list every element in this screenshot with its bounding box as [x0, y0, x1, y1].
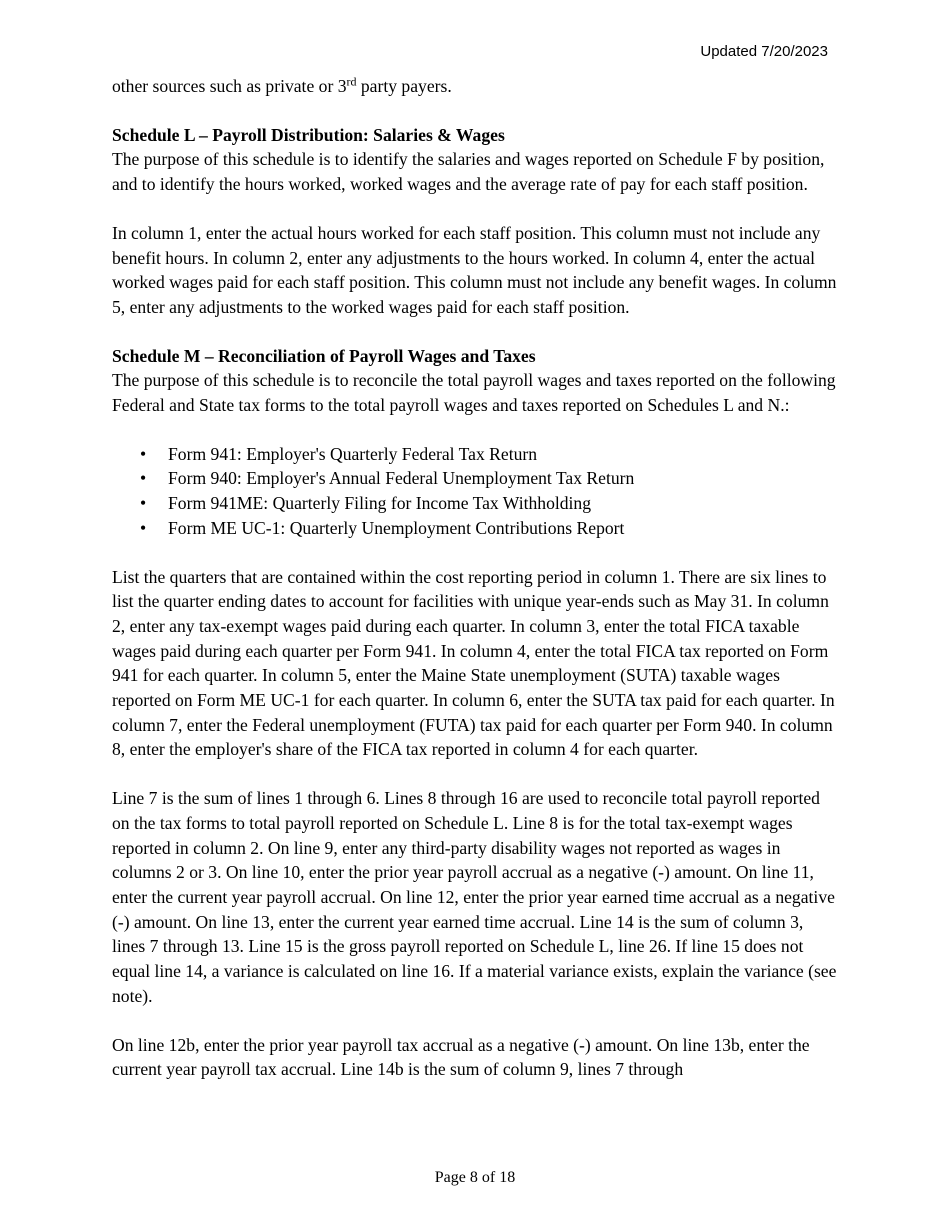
- bullet-icon: •: [140, 493, 147, 514]
- bullet-icon: •: [140, 517, 147, 538]
- list-item: [112, 442, 840, 467]
- schedule-l-columns: In column 1, enter the actual hours worked for each staff position. This column must not include any benefit hours. In column 2, enter any adjustments to the hours worked. In column 4, enter the actual worked wages paid for each staff position. This column must not include any benefit wages. In column 5, enter any adjustments to the worked wages paid for each staff position.: [112, 222, 837, 317]
- schedule-l-heading: Schedule L – Payroll Distribution: Salaries & Wages: [112, 124, 505, 145]
- ordinal-superscript: rd: [346, 74, 357, 89]
- updated-date: Updated 7/20/2023: [700, 43, 828, 60]
- form-941me-item: Form 941ME: Quarterly Filing for Income Tax Withholding: [168, 493, 592, 514]
- schedule-m-tax-accrual: On line 12b, enter the prior year payroll tax accrual as a negative (-) amount. On line 13b, enter the current year payroll tax accrual. Line 14b is the sum of column 9, lines 7 through: [112, 1034, 810, 1080]
- intro-paragraph: [112, 74, 840, 99]
- schedule-m-quarters: List the quarters that are contained within the cost reporting period in column 1. There are six lines to list the quarter ending dates to account for facilities with unique year-ends such as May 31. In column 2, enter any tax-exempt wages paid during each quarter. In column 3, enter the total FICA taxable wages paid during each quarter per Form 941. In column 4, enter the total FICA tax reported on Form 941 for each quarter. In column 5, enter the Maine State unemployment (SUTA) taxable wages reported on Form ME UC-1 for each quarter. In column 6, enter the SUTA tax paid for each quarter. In column 7, enter the Federal unemployment (FUTA) tax paid for each quarter per Form 940. In column 8, enter the employer's share of the FICA tax reported in column 4 for each quarter.: [112, 566, 835, 760]
- form-940-item: Form 940: Employer's Annual Federal Unemployment Tax Return: [168, 468, 635, 489]
- schedule-m-heading: Schedule M – Reconciliation of Payroll Wages and Taxes: [112, 345, 536, 366]
- schedule-l-purpose: The purpose of this schedule is to identify the salaries and wages reported on Schedule F by position, and to identify the hours worked, worked wages and the average rate of pay for each staff position.: [112, 149, 825, 195]
- intro-text-end: party payers.: [356, 76, 452, 96]
- tax-forms-list: [112, 442, 840, 541]
- form-me-uc1-item: Form ME UC-1: Quarterly Unemployment Contributions Report: [168, 517, 625, 538]
- list-item: [112, 466, 840, 491]
- list-item: [112, 491, 840, 516]
- bullet-icon: •: [140, 443, 147, 464]
- form-941-item: Form 941: Employer's Quarterly Federal Tax Return: [168, 443, 538, 464]
- schedule-m-lines: Line 7 is the sum of lines 1 through 6. Lines 8 through 16 are used to reconcile total payroll reported on the tax forms to total payroll reported on Schedule L. Line 8 is for the total tax-exempt wages reported in column 2. On line 9, enter any third-party disability wages not reported as wages in columns 2 or 3. On line 10, enter the prior year payroll accrual as a negative (-) amount. On line 11, enter the current year payroll accrual. On line 12, enter the prior year earned time accrual as a negative (-) amount. On line 13, enter the current year earned time accrual. Line 14 is the sum of column 3, lines 7 through 13. Line 15 is the gross payroll reported on Schedule L, line 26. If line 15 does not equal line 14, a variance is calculated on line 16. If a material variance exists, explain the variance (see note).: [112, 788, 837, 1006]
- bullet-icon: •: [140, 468, 147, 489]
- intro-text: other sources such as private or 3: [112, 76, 347, 96]
- list-item: [112, 516, 840, 541]
- document-body: [112, 74, 840, 1082]
- page-number: Page 8 of 18: [434, 1169, 516, 1186]
- schedule-m-purpose: The purpose of this schedule is to reconcile the total payroll wages and taxes reported on the following Federal and State tax forms to the total payroll wages and taxes reported on Schedules L and N.:: [112, 370, 836, 416]
